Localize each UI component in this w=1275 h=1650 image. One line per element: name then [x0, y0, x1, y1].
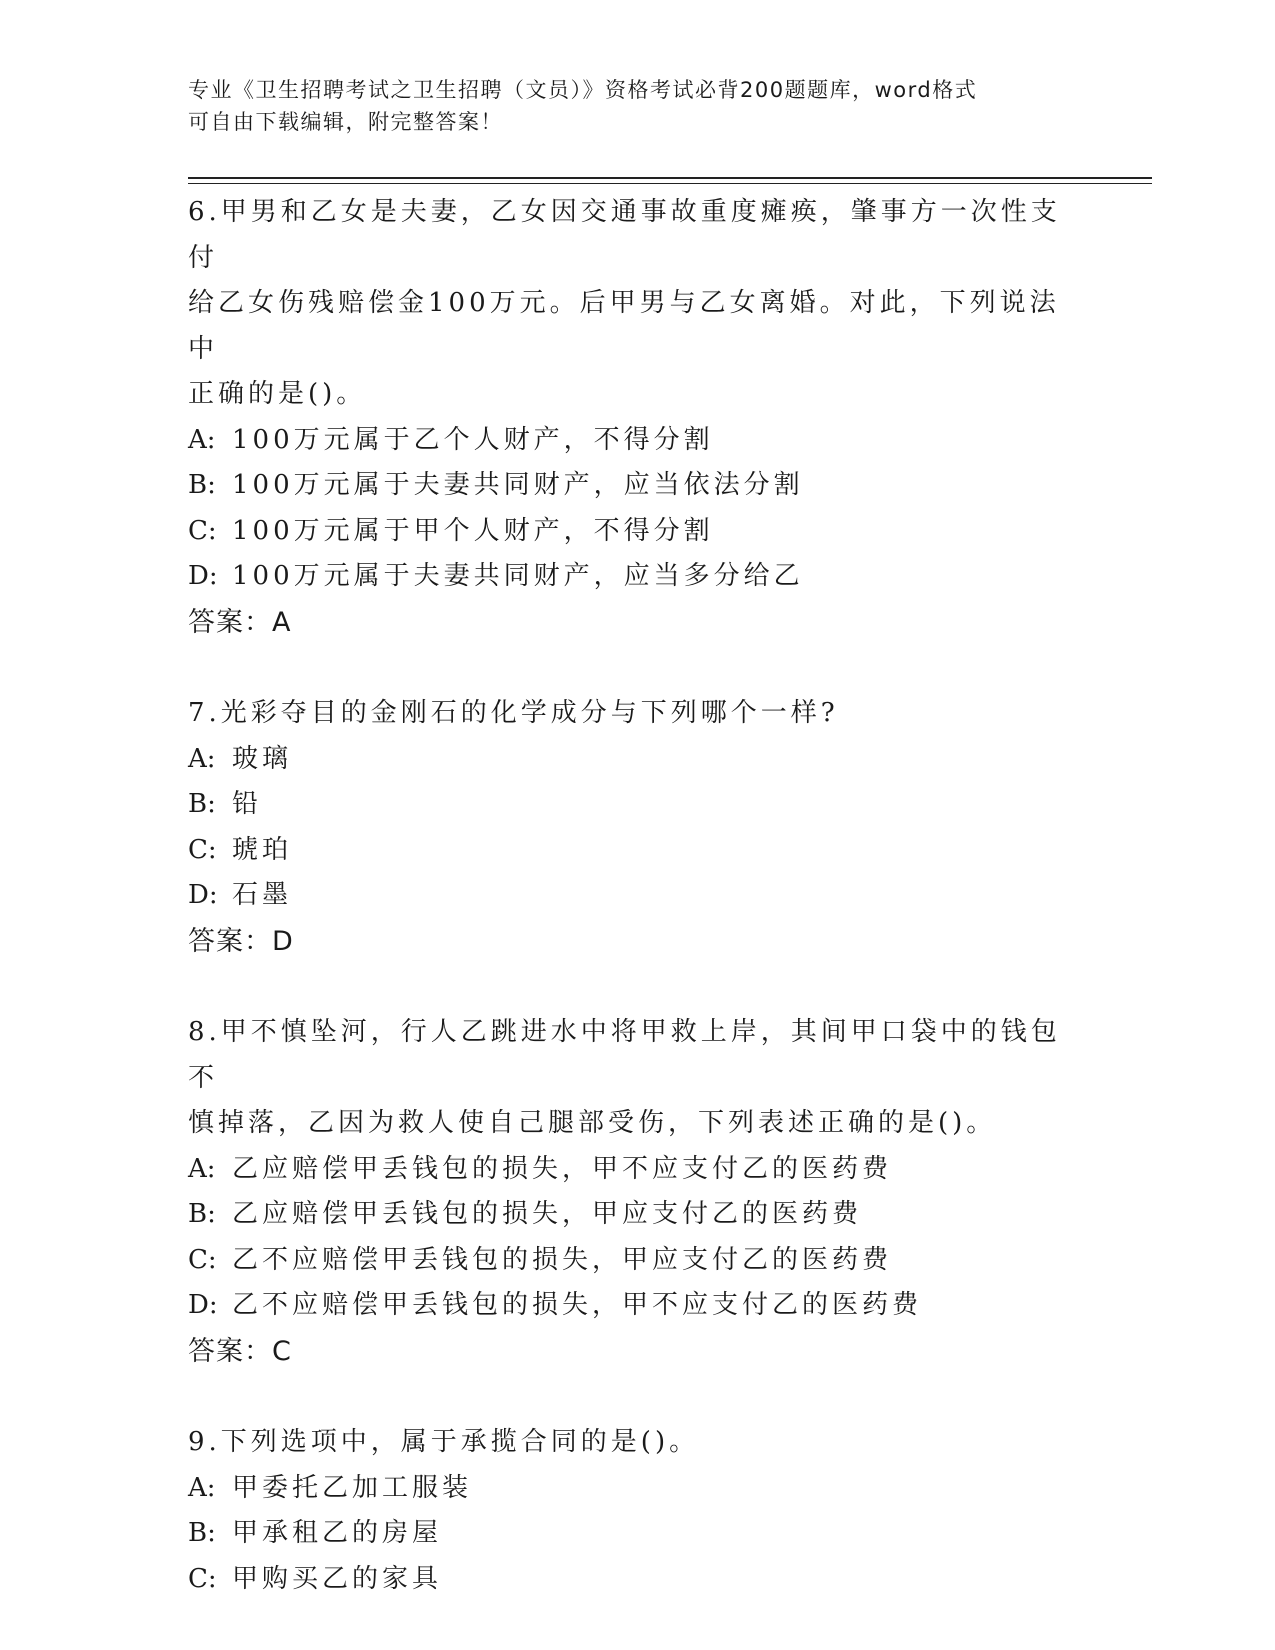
header-divider-thick	[188, 177, 1152, 179]
option-letter: A:	[188, 743, 216, 774]
option-letter: D:	[188, 1290, 218, 1320]
option-letter: B:	[188, 470, 216, 500]
option-letter: B:	[188, 1199, 216, 1229]
answer-line: 答案：A	[188, 606, 292, 638]
header-line-1: 专业《卫生招聘考试之卫生招聘（文员）》资格考试必背200题题库，word格式	[188, 78, 978, 102]
question-text: 给乙女伤残赔偿金100万元。后甲男与乙女离婚。对此，下列说法中	[188, 288, 1060, 364]
option-text: 石墨	[232, 880, 293, 910]
question-text: 7.光彩夺目的金刚石的化学成分与下列哪个一样?	[188, 698, 839, 728]
option-text: 100万元属于甲个人财产，不得分割	[232, 515, 714, 546]
question-6	[188, 190, 1088, 645]
option-c	[188, 509, 1088, 555]
option-text: 铅	[232, 789, 263, 819]
option-b	[188, 463, 1088, 509]
option-text: 乙不应赔偿甲丢钱包的损失，甲应支付乙的医药费	[232, 1244, 893, 1275]
option-a	[188, 1147, 1088, 1193]
option-letter: A:	[188, 424, 216, 455]
question-text: 6.甲男和乙女是夫妻，乙女因交通事故重度瘫痪，肇事方一次性支付	[188, 197, 1061, 273]
option-c	[188, 1238, 1088, 1284]
option-a	[188, 737, 1088, 783]
header-line-2: 可自由下载编辑，附完整答案！	[188, 110, 503, 134]
question-text: 慎掉落，乙因为救人使自己腿部受伤，下列表述正确的是()。	[188, 1108, 997, 1138]
option-text: 甲委托乙加工服装	[232, 1472, 473, 1503]
option-letter: D:	[188, 880, 218, 910]
option-d	[188, 554, 1088, 600]
option-letter: A:	[188, 1153, 216, 1184]
option-text: 甲承租乙的房屋	[232, 1518, 443, 1548]
header-divider-thin	[188, 183, 1152, 184]
option-b	[188, 1511, 1088, 1557]
option-letter: B:	[188, 1518, 216, 1548]
option-letter: C:	[188, 1563, 217, 1594]
option-letter: C:	[188, 515, 217, 546]
option-text: 乙应赔偿甲丢钱包的损失，甲不应支付乙的医药费	[232, 1153, 893, 1184]
option-d	[188, 873, 1088, 919]
answer-line: 答案：D	[188, 925, 294, 957]
question-list	[188, 190, 1088, 1648]
option-letter: C:	[188, 834, 217, 865]
option-text: 甲购买乙的家具	[232, 1563, 443, 1594]
option-b	[188, 782, 1088, 828]
question-8	[188, 1010, 1088, 1374]
option-b	[188, 1192, 1088, 1238]
option-text: 乙不应赔偿甲丢钱包的损失，甲不应支付乙的医药费	[232, 1290, 923, 1320]
option-c	[188, 828, 1088, 874]
option-letter: C:	[188, 1244, 217, 1275]
option-letter: A:	[188, 1472, 216, 1503]
question-text: 8.甲不慎坠河，行人乙跳进水中将甲救上岸，其间甲口袋中的钱包不	[188, 1017, 1061, 1093]
option-text: 琥珀	[232, 834, 293, 865]
option-text: 100万元属于乙个人财产，不得分割	[232, 424, 714, 455]
option-text: 100万元属于夫妻共同财产，应当依法分割	[232, 470, 804, 500]
document-header	[188, 74, 1068, 138]
option-text: 玻璃	[232, 743, 293, 774]
question-9	[188, 1420, 1088, 1602]
answer-line: 答案：C	[188, 1335, 292, 1367]
question-7	[188, 691, 1088, 964]
option-d	[188, 1283, 1088, 1329]
question-text: 9.下列选项中，属于承揽合同的是()。	[188, 1427, 700, 1457]
option-text: 乙应赔偿甲丢钱包的损失，甲应支付乙的医药费	[232, 1199, 863, 1229]
option-a	[188, 1466, 1088, 1512]
question-text: 正确的是()。	[188, 379, 367, 409]
option-c	[188, 1557, 1088, 1603]
option-letter: D:	[188, 561, 218, 591]
option-a	[188, 418, 1088, 464]
option-letter: B:	[188, 789, 216, 819]
option-text: 100万元属于夫妻共同财产，应当多分给乙	[232, 561, 804, 591]
